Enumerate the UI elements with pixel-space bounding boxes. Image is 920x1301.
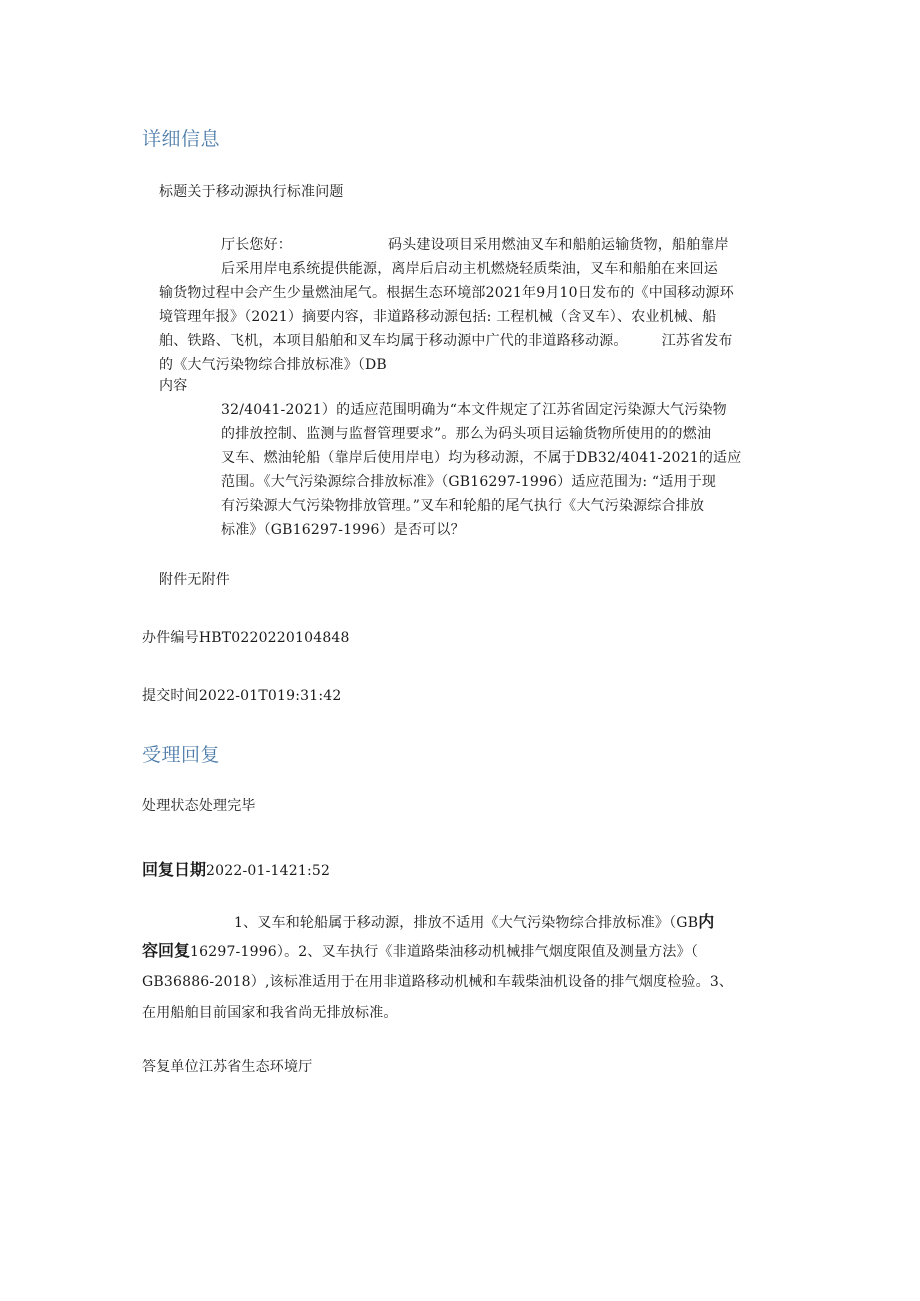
reply-date-value: 2022-01-1421:52 — [206, 863, 331, 879]
case-number-label: 办件编号 — [142, 630, 199, 646]
reply-text: 1、叉车和轮船属于移动源，排放不适用《大气污染物综合排放标准》（GB — [234, 915, 699, 931]
reply-date-label: 回复日期 — [142, 860, 207, 879]
content-line: 的排放控制、监测与监督管理要求”。那么为码头项目运输货物所使用的的燃油 — [221, 426, 712, 442]
reply-heading: 受理回复 — [142, 744, 221, 766]
content-line: 输货物过程中会产生少量燃油尾气。根据生态环境部2021年9月10日发布的《中国移动源环 — [159, 285, 734, 301]
reply-line: 在用船舶目前国家和我省尚无排放标准。 — [142, 1005, 398, 1021]
title-label: 标题 — [159, 184, 188, 200]
submit-time-row — [142, 684, 342, 708]
reply-line — [142, 939, 698, 964]
reply-date-row — [142, 858, 330, 883]
content-line: 境管理年报》（2021）摘要内容，非道路移动源包括: 工程机械（含叉车）、农业机械、船 — [159, 309, 717, 325]
content-line: 范围。《大气污染源综合排放标准》（GB16297-1996）适应范围为: “适用于现 — [221, 474, 717, 490]
content-line: 32/4041-2021）的适应范围明确为“本文件规定了江苏省固定污染源大气污染物 — [221, 402, 727, 418]
case-number-value: HBT0220220104848 — [198, 630, 350, 646]
case-number-row — [142, 626, 350, 650]
reply-content-label: 内 — [698, 912, 715, 931]
reply-content-label: 容回复 — [142, 941, 191, 960]
title-row — [159, 180, 344, 204]
reply-line — [234, 910, 714, 935]
content-line: 标准》（GB16297-1996）是否可以？ — [221, 522, 465, 538]
attachment-value: 无附件 — [187, 572, 231, 588]
content-line: 有污染源大气污染物排放管理。”叉车和轮船的尾气执行《大气污染源综合排放 — [221, 498, 705, 514]
reply-unit-row — [142, 1055, 312, 1079]
detail-heading: 详细信息 — [142, 128, 221, 150]
content-line: 后采用岸电系统提供能源，离岸后启动主机燃烧轻质柴油，叉车和船舶在来回运 — [221, 261, 718, 277]
reply-unit-value: 江苏省生态环境厅 — [198, 1059, 313, 1075]
content-label: 内容 — [159, 378, 188, 394]
content-line: 叉车、燃油轮船（靠岸后使用岸电）均为移动源，不属于DB32/4041-2021的适应 — [221, 450, 742, 466]
status-row — [142, 794, 256, 818]
reply-text: 16297-1996）。2、叉车执行《非道路柴油移动机械排气烟度限值及测量方法》（ — [190, 944, 699, 960]
title-value: 关于移动源执行标准问题 — [187, 184, 344, 200]
status-value: 处理完毕 — [198, 798, 256, 814]
reply-line: GB36886-2018）,该标准适用于在用非道路移动机械和车载柴油机设备的排气烟度检验。3、 — [142, 974, 734, 990]
status-label: 处理状态 — [142, 798, 199, 814]
attachment-label: 附件 — [159, 572, 188, 588]
submit-time-value: 2022-01T019:31:42 — [198, 688, 342, 704]
attachment-row — [159, 568, 230, 592]
content-line: 的《大气污染物综合排放标准》（DB — [159, 357, 387, 373]
content-text: 舶、铁路、飞机，本项目船舶和叉车均属于移动源中广代的非道路移动源。 — [159, 333, 628, 349]
content-text: 江苏省发布 — [661, 333, 733, 349]
content-line — [159, 329, 733, 353]
content-line — [221, 233, 729, 257]
submit-time-label: 提交时间 — [142, 688, 199, 704]
content-text: 码头建设项目采用燃油叉车和船舶运输货物，船舶靠岸 — [388, 237, 729, 253]
reply-unit-label: 答复单位 — [142, 1059, 199, 1075]
greeting: 厅长您好： — [221, 237, 292, 253]
